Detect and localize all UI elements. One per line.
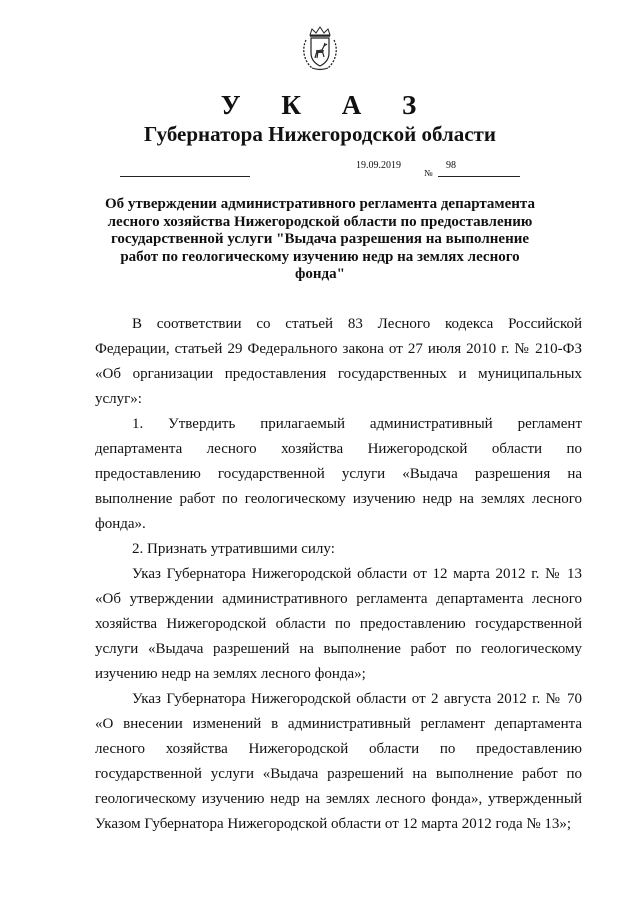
issuer-title: Губернатора Нижегородской области xyxy=(144,122,496,146)
decree-heading: Об утверждении административного регламента департамента лесного хозяйства Нижегородской области по предоставлению государственной услуги "Выдача разрешения на выполнение работ по геологическому изучению недр на землях лесного фонда" xyxy=(105,196,535,282)
number-line xyxy=(438,176,520,177)
coat-of-arms-icon xyxy=(300,26,340,72)
paragraph-repeal-2: Указ Губернатора Нижегородской области от 2 августа 2012 г. № 70 «О внесении изменений в административный регламент департамента лесного хозяйства Нижегородской области по предоставлению государственной услуги «Выдача разрешений на выполнение работ по геологическому изучению недр на землях лесного фонда», утвержденный Указом Губернатора Нижегородской области от 12 марта 2012 года № 13»; xyxy=(95,691,582,832)
decree-date: 19.09.2019 xyxy=(356,160,401,171)
paragraph-repeal-1: Указ Губернатора Нижегородской области от 12 марта 2012 г. № 13 «Об утверждении административного регламента департамента лесного хозяйства Нижегородской области по предоставлению государственной услуги «Выдача разрешений на выполнение работ по геологическому изучению недр на землях лесного фонда»; xyxy=(95,566,582,682)
date-left-line xyxy=(120,176,250,177)
paragraph-item-2: 2. Признать утратившими силу: xyxy=(132,541,335,557)
paragraph-item-1: 1. Утвердить прилагаемый административный регламент департамента лесного хозяйства Нижегородской области по предоставлению государственной услуги «Выдача разрешения на выполнение работ по геологическому изучению недр на землях лесного фонда». xyxy=(95,416,582,532)
document-type-title: У К А З xyxy=(220,90,434,120)
paragraph-preamble: В соответствии со статьей 83 Лесного кодекса Российской Федерации, статьей 29 Федерального закона от 27 июля 2010 г. № 210-ФЗ «Об организации предоставления государственных и муниципальных услуг»: xyxy=(95,316,582,407)
number-label: № xyxy=(424,168,433,178)
decree-body xyxy=(95,312,582,837)
decree-number: 98 xyxy=(446,160,456,171)
